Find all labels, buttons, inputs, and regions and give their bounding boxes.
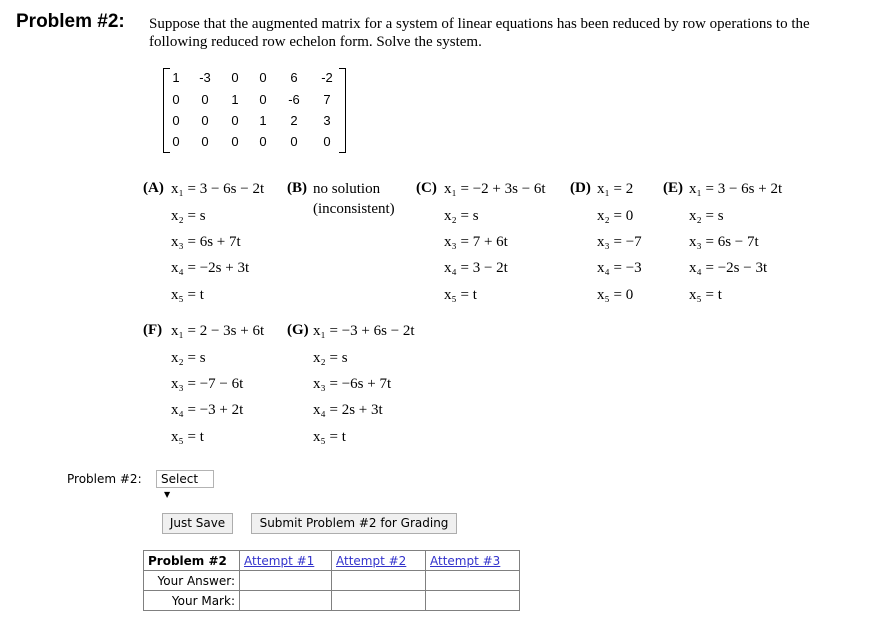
option-c-eq4: x₄ = 3 − 2t: [444, 260, 508, 276]
your-mark-label: Your Mark:: [144, 591, 240, 611]
option-d-eq1: x₁ = 2: [597, 181, 634, 197]
matrix-cell: 3: [323, 113, 331, 128]
answer-label: Problem #2:: [67, 472, 142, 486]
matrix-cell: 2: [290, 113, 298, 128]
matrix-cell: 0: [259, 70, 267, 85]
option-e-eq1: x₁ = 3 − 6s + 2t: [689, 181, 783, 197]
answer-select[interactable]: [156, 470, 214, 499]
option-c-eq2: x₂ = s: [444, 208, 479, 224]
matrix-cell: 0: [231, 134, 239, 149]
problem-heading: Problem #2:: [16, 11, 125, 32]
problem-text: [149, 15, 879, 51]
option-f-eq3: x₃ = −7 − 6t: [171, 376, 244, 392]
matrix-cell: 0: [323, 134, 331, 149]
matrix-cell: -6: [288, 92, 300, 107]
mark-cell-1: [240, 591, 332, 611]
option-e-eq3: x₃ = 6s − 7t: [689, 234, 759, 250]
option-c-eq1: x₁ = −2 + 3s − 6t: [444, 181, 546, 197]
matrix-cell: 6: [290, 70, 298, 85]
just-save-button[interactable]: Just Save: [162, 513, 233, 534]
attempt-2-link[interactable]: [332, 551, 426, 571]
option-f-eq5: x₅ = t: [171, 429, 204, 445]
option-c-label: (C): [416, 180, 437, 196]
option-a-eq2: x₂ = s: [171, 208, 206, 224]
problem-text-line1: Suppose that the augmented matrix for a system of linear equations has been reduced by row operations to the: [149, 16, 810, 32]
option-a-eq3: x₃ = 6s + 7t: [171, 234, 241, 250]
option-d-eq4: x₄ = −3: [597, 260, 642, 276]
answer-cell-2: [332, 571, 426, 591]
attempt-1-link-text[interactable]: Attempt #1: [244, 553, 315, 568]
mark-cell-3: [426, 591, 520, 611]
option-e-eq4: x₄ = −2s − 3t: [689, 260, 768, 276]
option-a-label: (A): [143, 180, 164, 196]
matrix-cell: 1: [231, 92, 239, 107]
matrix-cell: 0: [259, 134, 267, 149]
matrix-cell: 0: [172, 113, 180, 128]
matrix-cell: 7: [323, 92, 331, 107]
answer-cell-3: [426, 571, 520, 591]
option-g-eq5: x₅ = t: [313, 429, 346, 445]
option-d-eq2: x₂ = 0: [597, 208, 634, 224]
matrix-cell: 0: [231, 70, 239, 85]
matrix-cell: 1: [172, 70, 180, 85]
option-f-eq2: x₂ = s: [171, 350, 206, 366]
matrix-cell: 0: [231, 113, 239, 128]
answer-cell-1: [240, 571, 332, 591]
your-answer-label: Your Answer:: [144, 571, 240, 591]
attempts-table: [143, 550, 520, 611]
submit-grading-button[interactable]: Submit Problem #2 for Grading: [251, 513, 457, 534]
chevron-down-icon: ▼: [164, 490, 171, 499]
attempt-1-link[interactable]: [240, 551, 332, 571]
option-b-label: (B): [287, 180, 307, 196]
matrix-cell: 0: [201, 92, 209, 107]
option-f-label: (F): [143, 322, 163, 338]
option-g-eq1: x₁ = −3 + 6s − 2t: [313, 323, 415, 339]
matrix-cell: -2: [321, 70, 333, 85]
matrix-cell: 0: [201, 134, 209, 149]
option-c-eq5: x₅ = t: [444, 287, 477, 303]
option-a-eq5: x₅ = t: [171, 287, 204, 303]
option-f-eq4: x₄ = −3 + 2t: [171, 402, 244, 418]
option-b-line2: (inconsistent): [313, 201, 395, 217]
option-g-eq4: x₄ = 2s + 3t: [313, 402, 383, 418]
option-d-label: (D): [570, 180, 591, 196]
matrix-cell: 0: [172, 92, 180, 107]
matrix-right-bracket: [339, 68, 346, 153]
option-g-eq2: x₂ = s: [313, 350, 348, 366]
attempt-2-link-text[interactable]: Attempt #2: [336, 553, 407, 568]
augmented-matrix: [163, 68, 346, 153]
option-a-eq4: x₄ = −2s + 3t: [171, 260, 250, 276]
matrix-cell: 0: [201, 113, 209, 128]
option-g-eq3: x₃ = −6s + 7t: [313, 376, 392, 392]
option-c-eq3: x₃ = 7 + 6t: [444, 234, 508, 250]
attempt-3-link[interactable]: [426, 551, 520, 571]
option-d-eq3: x₃ = −7: [597, 234, 642, 250]
option-e-label: (E): [663, 180, 683, 196]
matrix-cell: 1: [259, 113, 267, 128]
answer-select-value: Select: [161, 472, 199, 486]
matrix-cell: 0: [290, 134, 298, 149]
option-d-eq5: x₅ = 0: [597, 287, 634, 303]
attempt-3-link-text[interactable]: Attempt #3: [430, 553, 501, 568]
option-f-eq1: x₁ = 2 − 3s + 6t: [171, 323, 265, 339]
matrix-cell: 0: [259, 92, 267, 107]
option-e-eq5: x₅ = t: [689, 287, 722, 303]
option-g-label: (G): [287, 322, 309, 338]
mark-cell-2: [332, 591, 426, 611]
option-e-eq2: x₂ = s: [689, 208, 724, 224]
problem-text-line2: following reduced row echelon form. Solve the system.: [149, 34, 482, 50]
attempts-header: Problem #2: [144, 551, 240, 571]
matrix-cell: 0: [172, 134, 180, 149]
option-b-line1: no solution: [313, 181, 381, 197]
matrix-cell: -3: [199, 70, 211, 85]
option-a-eq1: x₁ = 3 − 6s − 2t: [171, 181, 265, 197]
